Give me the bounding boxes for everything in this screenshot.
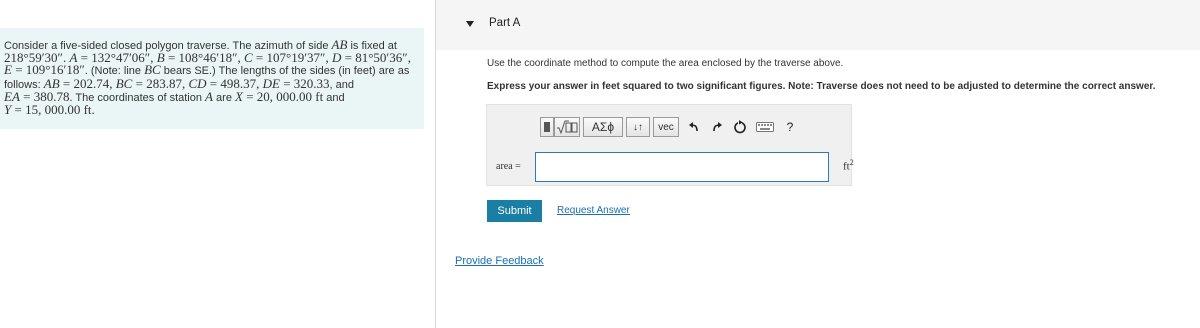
angle-e-value: 109°16′18″ [25, 62, 85, 78]
unit-ft: ft [315, 88, 324, 104]
unit-ft: ft [83, 102, 92, 118]
math-x: X [235, 88, 243, 104]
problem-text: Consider a five-sided closed polygon traverse. The azimuth of side [4, 40, 332, 52]
area-input[interactable] [535, 152, 829, 182]
provide-feedback-link[interactable]: Provide Feedback [455, 255, 544, 267]
problem-line-3: E = 109°16′18″. (Note: line BC bears SE.) The lengths of the sides (in feet) are as [4, 62, 410, 78]
keyboard-icon[interactable] [752, 117, 778, 137]
request-answer-link[interactable]: Request Answer [557, 205, 630, 216]
sqrt-template-icon[interactable] [554, 117, 580, 137]
angle-a-value: 132°47′06″ [91, 50, 151, 66]
math-d: D [331, 50, 342, 66]
unit-exponent: 2 [849, 158, 854, 167]
angle-c-value: 107°19′37″ [266, 50, 326, 66]
greek-symbols-button[interactable]: ΑΣϕ [583, 117, 623, 137]
problem-line-2: 218°59′30″. A = 132°47′06″, B = 108°46′18″, C = 107°19′37″, D = 81°50′36″, [4, 50, 411, 66]
math-c: C [244, 50, 253, 66]
subscript-superscript-button[interactable]: ↓↑ [626, 117, 650, 137]
math-cd: CD [188, 75, 207, 91]
help-button[interactable]: ? [786, 120, 794, 134]
math-b: B [156, 50, 165, 66]
problem-text: are [212, 91, 235, 104]
collapse-caret-icon[interactable] [466, 21, 474, 27]
length-ea-value: 380.78 [33, 88, 70, 104]
length-bc-value: 283.87 [146, 75, 182, 91]
math-a: A [69, 50, 78, 66]
instruction-emphasis: Express your answer in feet squared to two significant figures. Note: Traverse does not need to be adjusted to determine the correct answer. [487, 81, 1156, 92]
instruction-text: Use the coordinate method to compute the area enclosed by the traverse above. [487, 58, 844, 69]
angle-d-value: 81°50′36″ [355, 50, 408, 66]
problem-text: . The coordinates of station [69, 91, 206, 104]
problem-statement [0, 28, 424, 129]
part-header[interactable] [436, 0, 1200, 50]
angle-b-value: 108°46′18″ [178, 50, 238, 66]
math-ab: AB [331, 37, 348, 52]
problem-text: follows: [4, 78, 44, 91]
reset-icon[interactable] [729, 117, 751, 137]
problem-line-6: Y = 15, 000.00 ft. [4, 102, 95, 118]
problem-text: . (Note: line [84, 65, 145, 78]
problem-text: , and [329, 78, 355, 91]
problem-line-4: follows: AB = 202.74, BC = 283.87, CD = 498.37, DE = 320.33, and [4, 75, 355, 91]
azimuth-value: 218°59′30″ [4, 50, 63, 66]
coord-y-value: 15, 000.00 [25, 102, 81, 118]
area-label: area = [496, 161, 521, 172]
template-square-icon[interactable] [540, 117, 554, 137]
redo-icon[interactable] [706, 117, 728, 137]
problem-text: is fixed at [347, 40, 397, 52]
math-a: A [205, 88, 213, 104]
math-ea: EA [4, 88, 20, 104]
math-e: E [4, 62, 12, 78]
unit-label [843, 158, 854, 173]
problem-text: bears SE.) The lengths of the sides (in feet) are as [160, 65, 410, 78]
submit-button[interactable]: Submit [487, 200, 542, 222]
vector-button[interactable]: vec [653, 117, 679, 137]
part-title: Part A [489, 17, 521, 29]
math-de: DE [262, 75, 280, 91]
length-de-value: 320.33 [293, 75, 330, 91]
math-toolbar [540, 117, 801, 137]
coord-x-value: 20, 000.00 [256, 88, 313, 104]
undo-icon[interactable] [683, 117, 705, 137]
math-bc: BC [144, 62, 161, 78]
math-y: Y [4, 102, 12, 118]
unit-base: ft [843, 160, 850, 173]
problem-line-5: EA = 380.78. The coordinates of station A are X = 20, 000.00 ft and [4, 88, 345, 104]
length-ab-value: 202.74 [73, 75, 110, 91]
length-cd-value: 498.37 [220, 75, 257, 91]
template-button-group [540, 117, 580, 137]
problem-text: and [323, 91, 345, 104]
math-ab: AB [43, 75, 60, 91]
math-bc: BC [115, 75, 133, 91]
